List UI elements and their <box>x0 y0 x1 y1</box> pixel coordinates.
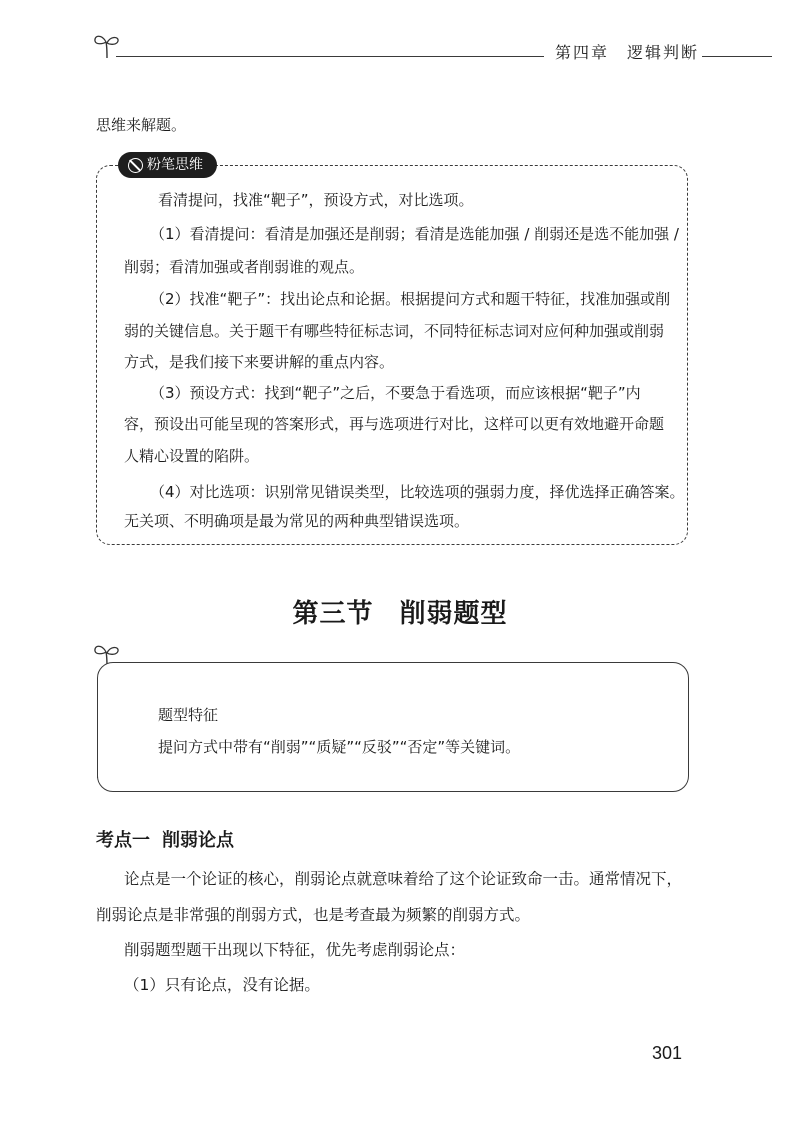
fenbi-badge-label: 粉笔思维 <box>147 157 203 173</box>
fenbi-line: 削弱；看清加强或者削弱谁的观点。 <box>124 258 365 276</box>
header-rule-right <box>702 56 772 57</box>
fenbi-line: 弱的关键信息。关于题干有哪些特征标志词，不同特征标志词对应何种加强或削弱 <box>124 322 665 340</box>
feature-body: 提问方式中带有“削弱”“质疑”“反驳”“否定”等关键词。 <box>158 738 521 756</box>
kaodian-title: 削弱论点 <box>162 830 234 851</box>
section-title <box>0 593 800 630</box>
page-number: 301 <box>652 1043 683 1063</box>
fenbi-line: 容，预设出可能呈现的答案形式，再与选项进行对比，这样可以更有效地避开命题 <box>124 415 665 433</box>
section-number: 第三节 <box>292 599 374 629</box>
fenbi-line: （1）看清提问：看清是加强还是削弱；看清是选能加强 / 削弱还是选不能加强 / <box>150 225 679 243</box>
fenbi-line: 看清提问，找准“靶子”，预设方式，对比选项。 <box>158 191 474 209</box>
fenbi-line: （2）找准“靶子”：找出论点和论据。根据提问方式和题干特征，找准加强或削 <box>150 290 671 308</box>
fenbi-line: 人精心设置的陷阱。 <box>124 447 260 465</box>
fenbi-line: 无关项、不明确项是最为常见的两种典型错误选项。 <box>124 512 470 530</box>
intro-tail: 思维来解题。 <box>96 116 187 134</box>
fenbi-line: （4）对比选项：识别常见错误类型，比较选项的强弱力度，择优选择正确答案。 <box>150 483 685 501</box>
fenbi-badge <box>118 152 217 178</box>
fenbi-line: 方式，是我们接下来要讲解的重点内容。 <box>124 353 395 371</box>
body-line: （1）只有论点，没有论据。 <box>124 976 320 994</box>
kaodian-number: 考点一 <box>96 830 150 851</box>
no-entry-icon <box>128 158 143 173</box>
question-feature-box <box>97 662 689 792</box>
chapter-heading <box>555 40 699 63</box>
kaodian-heading <box>96 826 234 852</box>
body-line: 削弱论点是非常强的削弱方式，也是考查最为频繁的削弱方式。 <box>96 906 531 924</box>
section-name: 削弱题型 <box>399 599 508 629</box>
body-line: 论点是一个论证的核心，削弱论点就意味着给了这个论证致命一击。通常情况下， <box>124 870 683 888</box>
fenbi-line: （3）预设方式：找到“靶子”之后，不要急于看选项，而应该根据“靶子”内 <box>150 384 641 402</box>
body-line: 削弱题型题干出现以下特征，优先考虑削弱论点： <box>124 941 466 959</box>
feature-box-left-rule <box>97 678 98 778</box>
chapter-number: 第四章 <box>555 43 610 62</box>
chapter-title: 逻辑判断 <box>627 43 700 62</box>
header-rule-left <box>116 56 544 57</box>
feature-heading: 题型特征 <box>158 706 219 724</box>
